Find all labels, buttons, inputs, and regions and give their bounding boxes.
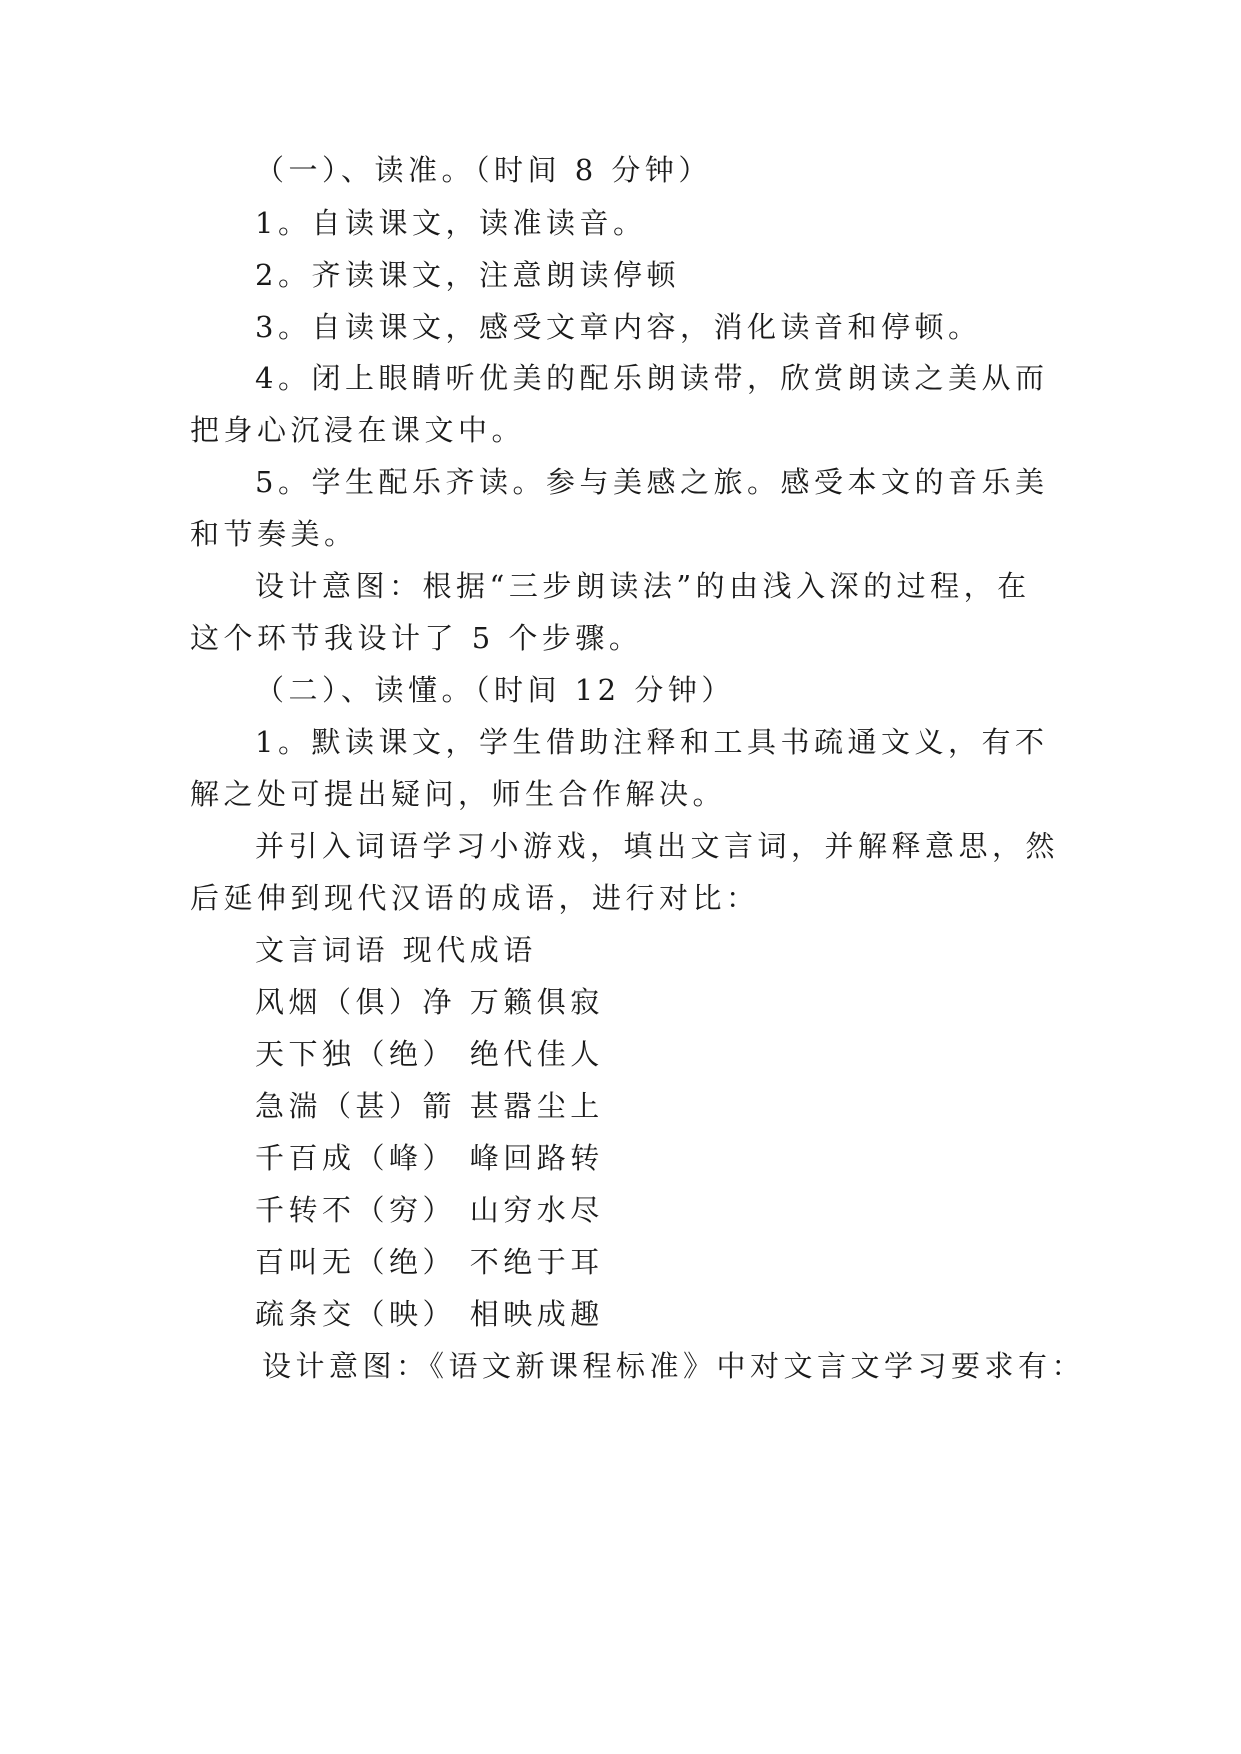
comparison-row: 天下独（绝） 绝代佳人 — [255, 1037, 604, 1071]
paragraph-line: 设计意图：《语文新课程标准》中对文言文学习要求有： — [262, 1349, 1086, 1383]
paragraph-line: 2。齐读课文，注意朗读停顿 — [255, 258, 680, 292]
comparison-row: 千百成（峰） 峰回路转 — [255, 1141, 604, 1175]
comparison-row: 急湍（甚）箭 甚嚣尘上 — [255, 1089, 604, 1123]
paragraph-line: 并引入词语学习小游戏，填出文言词，并解释意思，然 — [255, 829, 1060, 863]
paragraph-line: 3。自读课文，感受文章内容，消化读音和停顿。 — [255, 310, 982, 344]
paragraph-line: 4。闭上眼睛听优美的配乐朗读带，欣赏朗读之美从而 — [255, 361, 1049, 395]
comparison-row: 百叫无（绝） 不绝于耳 — [255, 1245, 604, 1279]
comparison-row: 千转不（穷） 山穷水尽 — [255, 1193, 604, 1227]
comparison-header: 文言词语 现代成语 — [255, 933, 537, 967]
paragraph-line: 设计意图：根据“三步朗读法”的由浅入深的过程，在 — [255, 569, 1031, 603]
paragraph-line: 把身心沉浸在课文中。 — [190, 413, 526, 447]
paragraph-line: 5。学生配乐齐读。参与美感之旅。感受本文的音乐美 — [255, 465, 1049, 499]
section-heading-1: （一）、读准。（时间 8 分钟） — [255, 153, 712, 187]
paragraph-line: 1。默读课文，学生借助注释和工具书疏通文义，有不 — [255, 725, 1049, 759]
section-heading-2: （二）、读懂。（时间 12 分钟） — [255, 673, 735, 707]
paragraph-line: 和节奏美。 — [190, 517, 358, 551]
paragraph-line: 解之处可提出疑问，师生合作解决。 — [190, 777, 727, 811]
comparison-row: 风烟（俱）净 万籁俱寂 — [255, 985, 604, 1019]
comparison-row: 疏条交（映） 相映成趣 — [255, 1297, 604, 1331]
paragraph-line: 这个环节我设计了 5 个步骤。 — [190, 621, 643, 655]
paragraph-line: 1。自读课文，读准读音。 — [255, 206, 647, 240]
paragraph-line: 后延伸到现代汉语的成语，进行对比： — [190, 881, 760, 915]
